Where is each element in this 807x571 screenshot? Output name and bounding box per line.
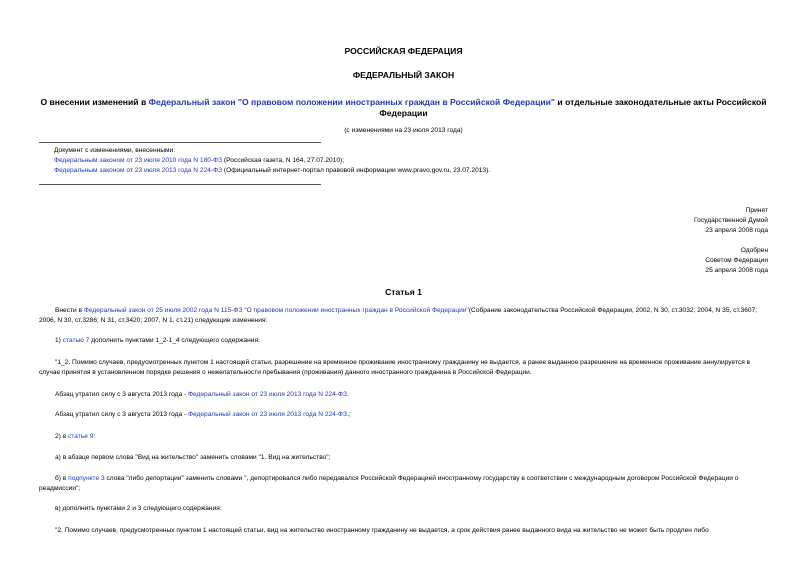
country-heading: РОССИЙСКАЯ ФЕДЕРАЦИЯ — [344, 46, 463, 56]
adopted-label: Принят — [745, 207, 768, 214]
amendment-source: (Официальный интернет-портал правовой информации www.pravo.gov.ru, 23.07.2013). — [222, 167, 491, 174]
paragraph: в) дополнить пунктами 2 и 3 следующего содержания: — [55, 505, 222, 512]
intro-law-link[interactable]: Федеральный закон от 25 июля 2002 года N 115-ФЗ "О правовом положении иностранных граждан в Российской Федерации" — [83, 307, 469, 314]
article-7-link[interactable]: статью 7 — [62, 337, 90, 344]
amendments-block — [54, 146, 754, 176]
paragraph: "1_2. Помимо случаев, предусмотренных пунктом 1 настоящей статьи, разрешение на временное проживание иностранному гражданину не выдается, а ранее выданное разрешение на временное проживание аннулируется в случае принятия в установленном порядке решения о нежелательности пребывания (проживания) данного иностранного гражданина в Российской Федерации. — [39, 359, 751, 376]
amendment-link[interactable]: Федеральным законом от 23 июля 2013 года N 224-ФЗ — [54, 167, 223, 174]
law-224-link[interactable]: Федеральный закон от 23 июля 2013 года N 224-ФЗ — [188, 411, 348, 418]
title-prefix: О внесении изменений в — [40, 97, 149, 107]
title-suffix: и отдельные законодательные акты Российской Федерации — [379, 97, 767, 118]
adopted-date: 23 апреля 2008 года — [705, 227, 768, 234]
paragraph — [39, 474, 768, 494]
paragraph-text: 1) — [55, 337, 63, 344]
paragraph-text: Абзац утратил силу с 3 августа 2013 года - — [55, 391, 188, 398]
amendments-heading: Документ с изменениями, внесенными: — [54, 147, 176, 154]
paragraph-text: слова "либо депортации" заменить словами ", депортировался либо передавался Российской Федерацией иностранному государству в соответствии с международным договором Российской Федерации о реадмиссии"; — [39, 475, 739, 492]
paragraph — [39, 410, 768, 420]
law-224-link[interactable]: Федеральный закон от 23 июля 2013 года N 224-ФЗ — [188, 391, 348, 398]
paragraph-text: .; — [347, 411, 351, 418]
approved-label: Одобрен — [740, 247, 768, 254]
intro-text-cont: (Собрание законодательства Российской Федерации, 2002, N 30, ст.3032; 2004, N 35, ст.3607; 2006, N 30, ст.3286; N 31, ст.3420; 2007, N 1, ст.21) следующие изменения: — [39, 307, 758, 324]
amendments-top-divider — [39, 142, 321, 143]
amendment-item — [54, 166, 754, 176]
approved-date: 25 апреля 2008 года — [705, 267, 768, 274]
paragraph — [39, 336, 768, 346]
paragraph-text: . — [347, 391, 349, 398]
article-9-link[interactable]: статье 9 — [68, 433, 94, 440]
adopted-body: Государственной Думой — [694, 217, 768, 224]
amendment-link[interactable]: Федеральным законом от 23 июля 2010 года N 180-ФЗ — [54, 157, 223, 164]
paragraph — [39, 390, 768, 400]
paragraph-text: 2) в — [55, 433, 69, 440]
amendment-item — [54, 156, 754, 166]
article-heading: Статья 1 — [385, 287, 422, 297]
amendment-source: (Российская газета, N 164, 27.07.2010); — [222, 157, 345, 164]
intro-text: Внести в — [55, 307, 84, 314]
article-intro — [39, 306, 768, 326]
title-law-link[interactable]: Федеральный закон "О правовом положении иностранных граждан в Российской Федерации" — [148, 97, 556, 107]
adopted-block — [694, 206, 768, 236]
paragraph-text: дополнить пунктами 1_2-1_4 следующего содержания: — [89, 337, 260, 344]
approved-body: Советом Федерации — [705, 257, 768, 264]
paragraph: а) в абзаце первом слова "Вид на жительство" заменить словами "1. Вид на жительство"; — [55, 454, 331, 461]
revision-note: (с изменениями на 23 июля 2013 года) — [344, 127, 463, 134]
paragraph-text: Абзац утратил силу с 3 августа 2013 года - — [55, 411, 188, 418]
paragraph: "2. Помимо случаев, предусмотренных пунктом 1 настоящей статьи, вид на жительство иностранному гражданину не выдается, а срок действия ранее выданного вида на жительство не может быть продлен либо — [55, 527, 709, 534]
paragraph-text: : — [93, 433, 96, 440]
subparagraph-3-link[interactable]: подпункте 3 — [68, 475, 105, 482]
doc-type-heading: ФЕДЕРАЛЬНЫЙ ЗАКОН — [352, 70, 455, 80]
paragraph-text: б) в — [55, 475, 69, 482]
amendments-bottom-divider — [39, 184, 321, 185]
approved-block — [705, 246, 768, 276]
paragraph — [39, 432, 768, 442]
document-title — [40, 97, 767, 119]
